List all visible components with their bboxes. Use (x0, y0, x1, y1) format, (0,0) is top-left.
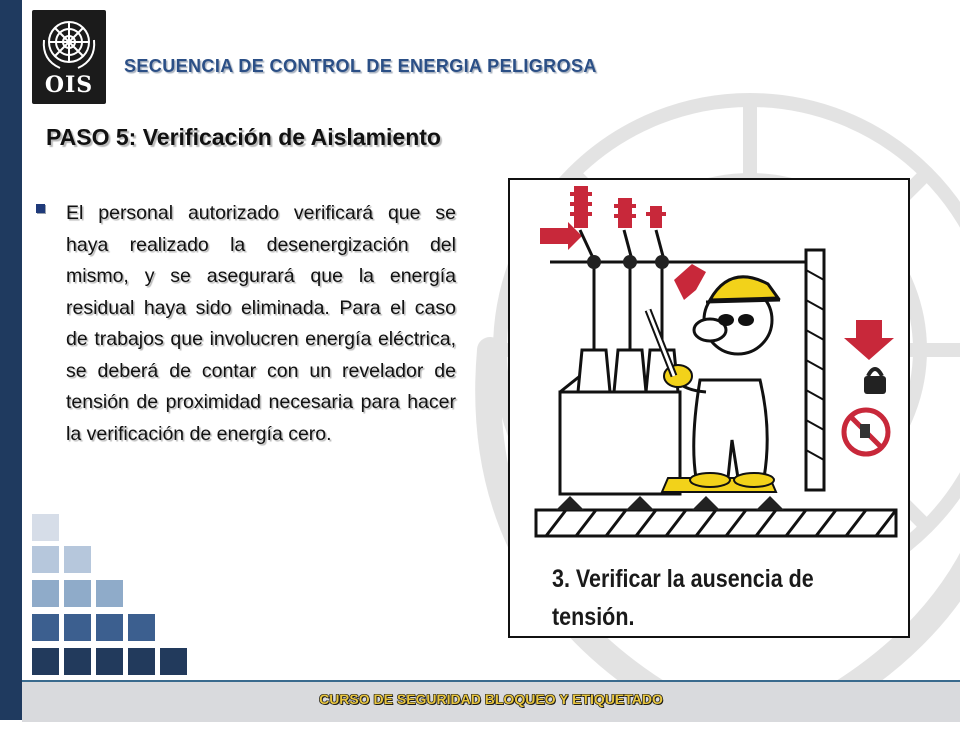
footer-text: CURSO DE SEGURIDAD BLOQUEO Y ETIQUETADO (319, 691, 663, 707)
deco-square (128, 614, 155, 641)
deco-square (96, 648, 123, 675)
deco-square (64, 580, 91, 607)
deco-square (32, 648, 59, 675)
deco-square (32, 546, 59, 573)
illustration-frame (508, 178, 910, 638)
deco-square (64, 546, 91, 573)
deco-square (128, 648, 155, 675)
deco-square (64, 614, 91, 641)
deco-square (160, 648, 187, 675)
header-title: SECUENCIA DE CONTROL DE ENERGIA PELIGROSA (124, 56, 597, 76)
deco-square (96, 614, 123, 641)
left-sidebar-bar (0, 0, 22, 720)
bullet-item (36, 198, 456, 450)
bullet-square-icon (36, 204, 45, 213)
logo-text: OIS (44, 72, 94, 98)
deco-square (64, 648, 91, 675)
deco-square (32, 514, 59, 541)
footer-bar (22, 680, 960, 722)
bullet-text: El personal autorizado verificará que se haya realizado la desenergización del mismo, y se asegurará que la energía residual haya sido eliminada. Para el caso de trabajos que involucren energía eléctrica, se deberá de contar con un revelador de tensión de proximidad necesaria para hacer la verificación de energía cero. (66, 202, 456, 445)
ois-logo (32, 10, 106, 104)
deco-square (96, 580, 123, 607)
figure-caption: 3. Verificar la ausencia de tensión. (552, 565, 814, 631)
un-emblem-icon (32, 10, 106, 74)
step-title: PASO 5: Verificación de Aislamiento (46, 124, 441, 150)
deco-square (32, 580, 59, 607)
deco-square (32, 614, 59, 641)
